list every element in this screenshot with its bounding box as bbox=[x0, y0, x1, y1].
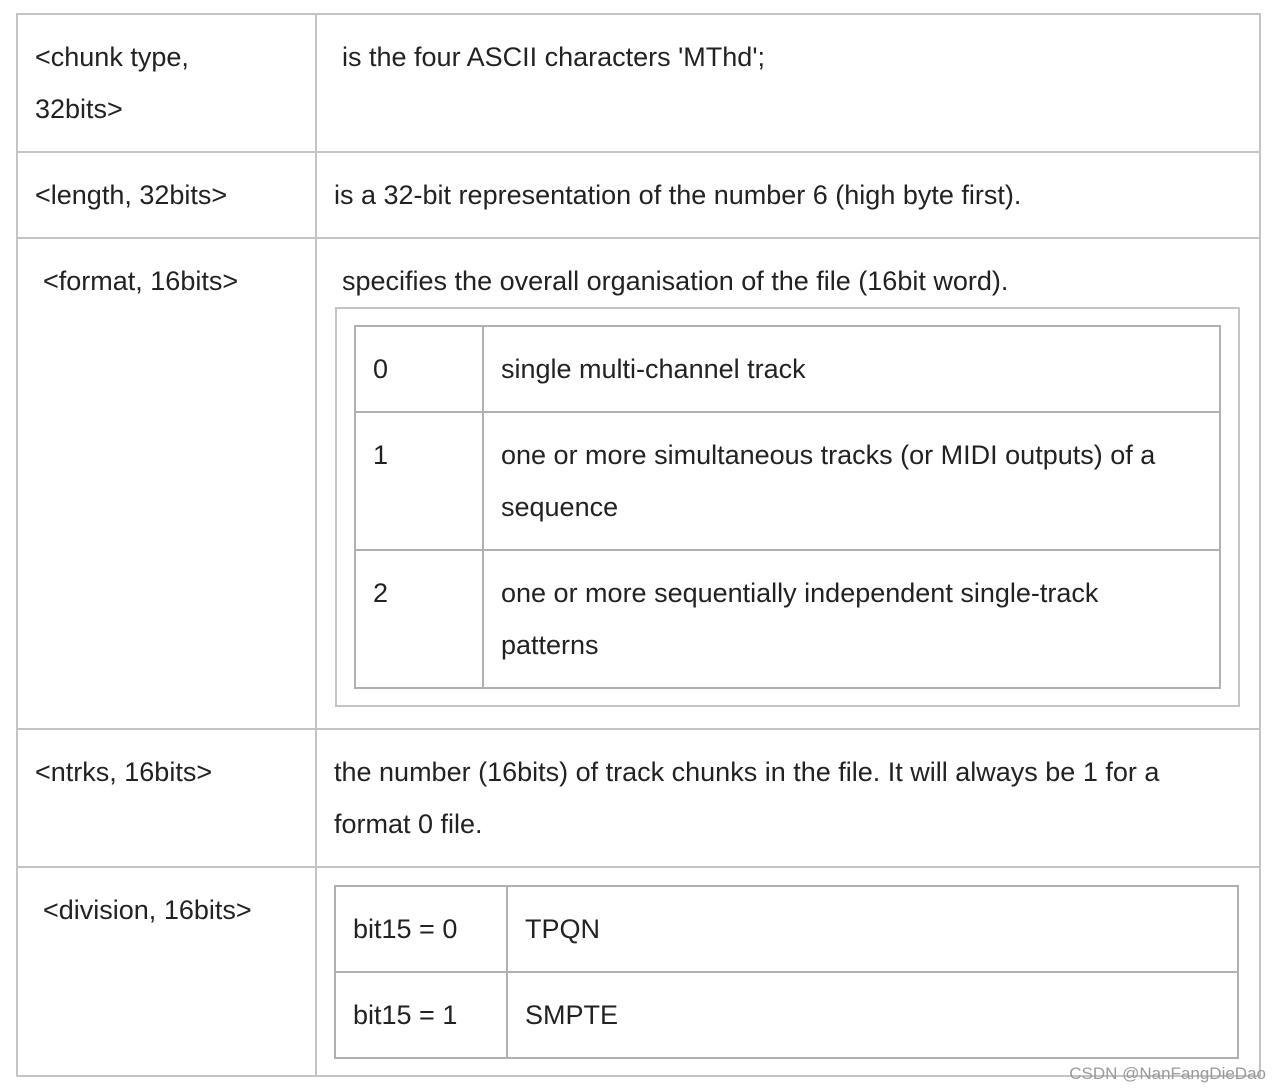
field-cell-division bbox=[17, 867, 316, 1076]
field-cell-length bbox=[17, 152, 316, 238]
field-label-ntrks: <ntrks, 16bits> bbox=[35, 757, 213, 787]
table-row bbox=[335, 886, 1238, 972]
desc-format: specifies the overall organisation of the file (16bit word). bbox=[342, 266, 1009, 296]
format-text-cell: one or more sequentially independent single-track patterns bbox=[483, 550, 1220, 688]
format-code-cell: 1 bbox=[355, 412, 483, 550]
field-label-chunk-type-line1: <chunk type, bbox=[35, 42, 189, 72]
field-cell-format bbox=[17, 238, 316, 729]
table-row bbox=[335, 972, 1238, 1058]
division-meaning-cell: TPQN bbox=[507, 886, 1238, 972]
format-options-box bbox=[335, 307, 1240, 707]
desc-chunk-type: is the four ASCII characters 'MThd'; bbox=[342, 42, 765, 72]
table-row bbox=[355, 412, 1220, 550]
field-label-format: <format, 16bits> bbox=[43, 266, 239, 296]
desc-ntrks: the number (16bits) of track chunks in the file. It will always be 1 for a format 0 file. bbox=[334, 757, 1160, 839]
division-bit-cell: bit15 = 0 bbox=[335, 886, 507, 972]
desc-cell-division bbox=[316, 867, 1260, 1076]
format-code-cell: 0 bbox=[355, 326, 483, 412]
field-label-chunk-type-line2: 32bits> bbox=[35, 94, 123, 124]
table-row-chunk-type bbox=[17, 14, 1260, 152]
field-cell-ntrks bbox=[17, 729, 316, 867]
desc-cell-format bbox=[316, 238, 1260, 729]
desc-cell-ntrks bbox=[316, 729, 1260, 867]
table-row bbox=[355, 550, 1220, 688]
desc-cell-length bbox=[316, 152, 1260, 238]
field-label-length: <length, 32bits> bbox=[35, 180, 228, 210]
desc-length: is a 32-bit representation of the number 6 (high byte first). bbox=[334, 180, 1022, 210]
division-options-table bbox=[334, 885, 1239, 1059]
field-label-division: <division, 16bits> bbox=[43, 895, 252, 925]
format-text-cell: single multi-channel track bbox=[483, 326, 1220, 412]
table-row-ntrks bbox=[17, 729, 1260, 867]
table-row-format bbox=[17, 238, 1260, 729]
table-row-length bbox=[17, 152, 1260, 238]
format-options-table bbox=[354, 325, 1221, 689]
watermark: CSDN @NanFangDieDao bbox=[1069, 1064, 1266, 1083]
midi-header-table bbox=[16, 13, 1261, 1077]
field-cell-chunk-type bbox=[17, 14, 316, 152]
format-code-cell: 2 bbox=[355, 550, 483, 688]
table-row bbox=[355, 326, 1220, 412]
table-row-division bbox=[17, 867, 1260, 1076]
desc-cell-chunk-type bbox=[316, 14, 1260, 152]
format-text-cell: one or more simultaneous tracks (or MIDI outputs) of a sequence bbox=[483, 412, 1220, 550]
division-meaning-cell: SMPTE bbox=[507, 972, 1238, 1058]
division-bit-cell: bit15 = 1 bbox=[335, 972, 507, 1058]
